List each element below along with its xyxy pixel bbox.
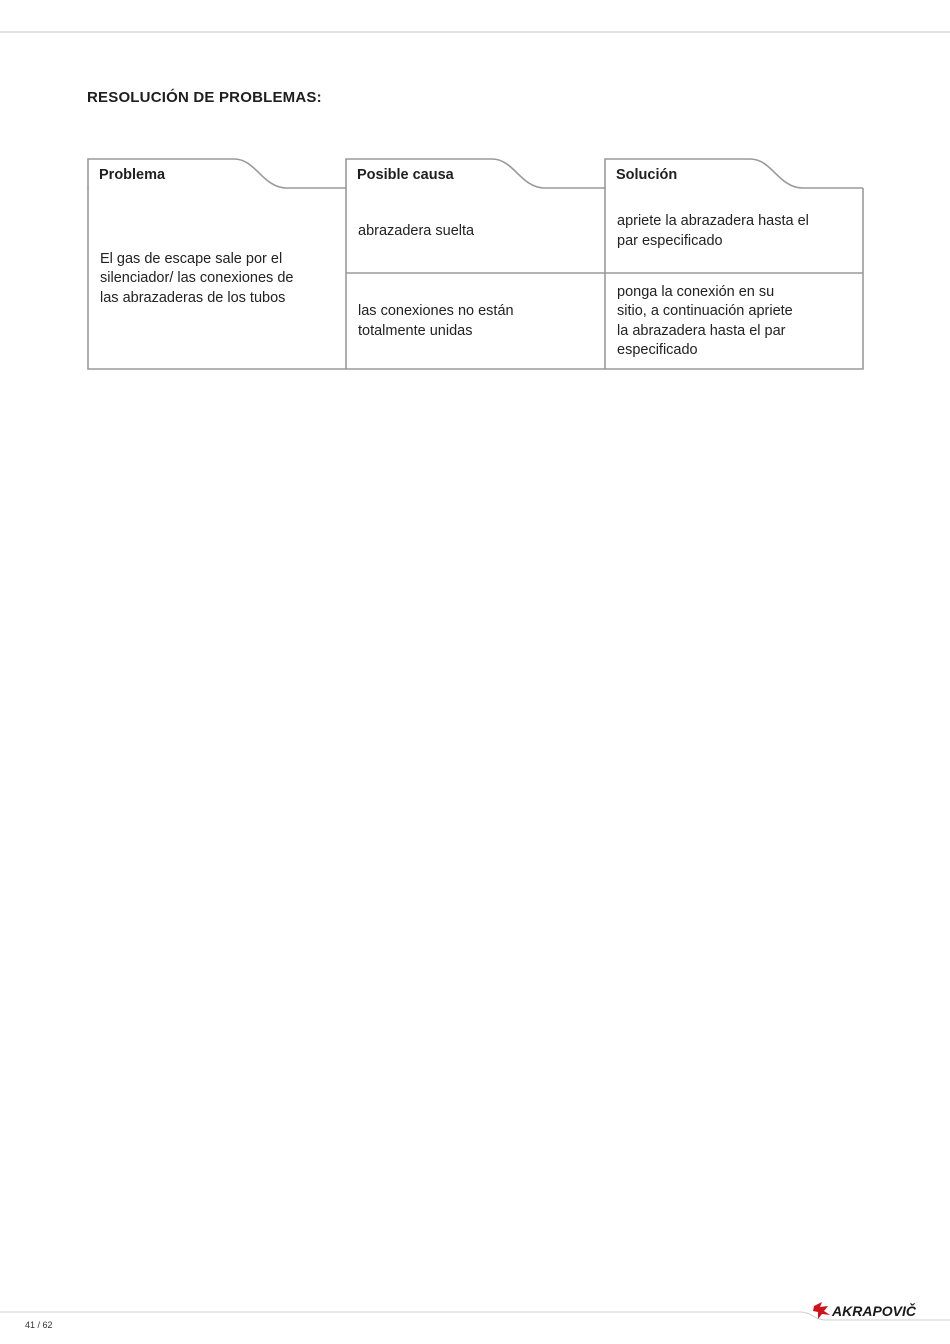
header-solucion: Solución [616,167,678,183]
footer-rule [0,1300,950,1320]
cell-solution-2: ponga la conexión en su sitio, a continuación apriete la abrazadera hasta el par especificado [617,283,793,358]
cell-cause-1: abrazadera suelta [358,222,475,239]
cell-problem: El gas de escape sale por el silenciador/ las conexiones de las abrazaderas de los tubos [100,250,294,306]
brand-wordmark: AKRAPOVIČ [832,1303,917,1319]
page-number: 41 / 62 [25,1320,53,1330]
header-posible-causa: Posible causa [357,167,454,183]
header-problema: Problema [99,167,166,183]
top-rule [0,31,950,33]
akrapovic-logo [812,1298,917,1322]
cell-cause-2: las conexiones no están totalmente unidas [358,303,514,339]
page-heading: RESOLUCIÓN DE PROBLEMAS: [87,89,322,106]
cell-solution-1: apriete la abrazadera hasta el par especificado [617,213,809,249]
scorpion-icon [813,1302,830,1319]
